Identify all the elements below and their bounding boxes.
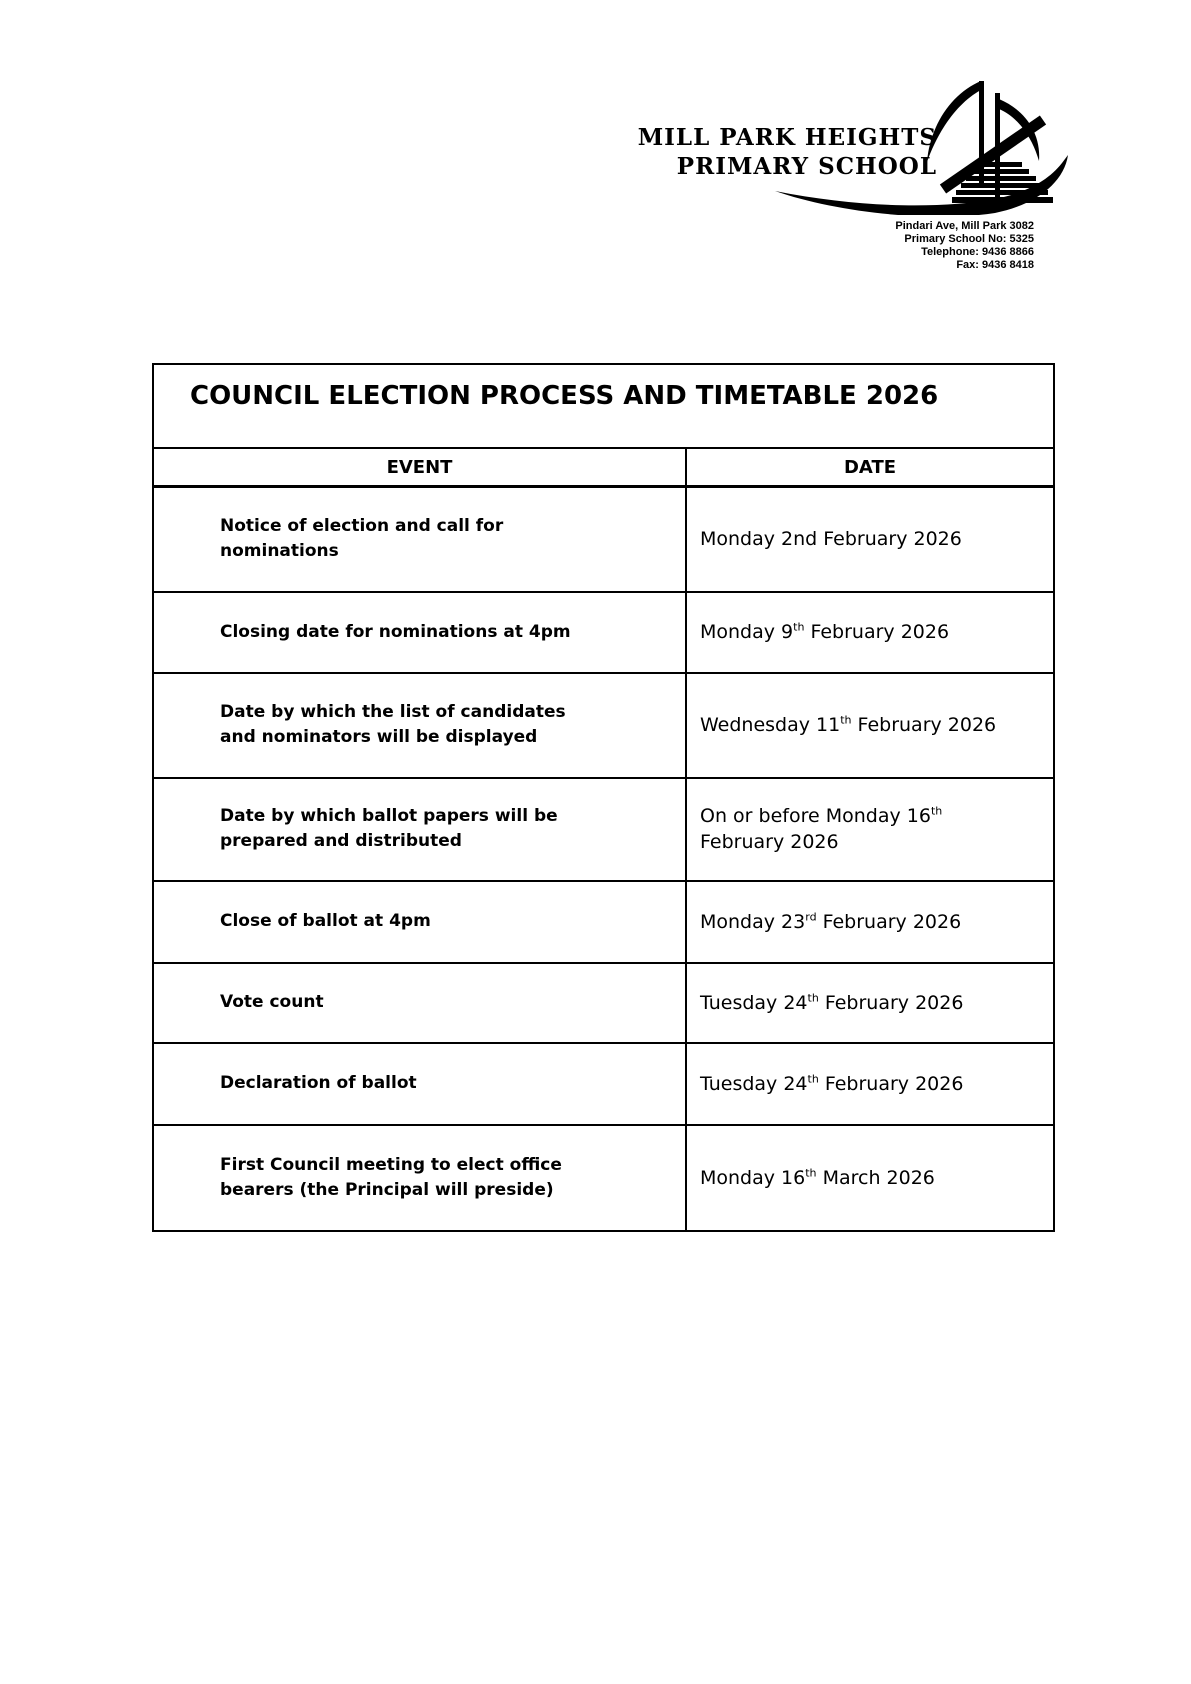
date-cell: On or before Monday 16th February 2026 — [686, 778, 1054, 881]
event-cell: Date by which the list of candidates and nominators will be displayed — [153, 673, 686, 778]
date-cell: Monday 23rd February 2026 — [686, 881, 1054, 963]
school-address-block: Pindari Ave, Mill Park 3082 Primary School No: 5325 Telephone: 9436 8866 Fax: 9436 8418 — [895, 220, 1034, 271]
event-cell: Date by which ballot papers will be prepared and distributed — [153, 778, 686, 881]
date-cell: Tuesday 24th February 2026 — [686, 1043, 1054, 1125]
school-name: MILL PARK HEIGHTS PRIMARY SCHOOL — [637, 124, 937, 180]
table-row — [153, 778, 1054, 881]
table-row — [153, 673, 1054, 778]
table-row — [153, 487, 1054, 592]
event-cell: Declaration of ballot — [153, 1043, 686, 1125]
event-cell: Notice of election and call for nominations — [153, 487, 686, 592]
event-cell: Close of ballot at 4pm — [153, 881, 686, 963]
election-timetable-table — [152, 363, 1055, 1232]
table-row — [153, 1043, 1054, 1125]
table-title: COUNCIL ELECTION PROCESS AND TIMETABLE 2026 — [153, 364, 1054, 448]
column-header-date: DATE — [686, 448, 1054, 487]
date-cell: Monday 2nd February 2026 — [686, 487, 1054, 592]
column-header-event: EVENT — [153, 448, 686, 487]
event-cell: Closing date for nominations at 4pm — [153, 592, 686, 673]
event-cell: Vote count — [153, 963, 686, 1043]
date-cell: Monday 16th March 2026 — [686, 1125, 1054, 1231]
header-row — [153, 448, 1054, 487]
table-row — [153, 963, 1054, 1043]
date-cell: Tuesday 24th February 2026 — [686, 963, 1054, 1043]
date-cell: Monday 9th February 2026 — [686, 592, 1054, 673]
event-cell: First Council meeting to elect office bearers (the Principal will preside) — [153, 1125, 686, 1231]
table-row — [153, 881, 1054, 963]
title-row — [153, 364, 1054, 448]
table-row — [153, 1125, 1054, 1231]
date-cell: Wednesday 11th February 2026 — [686, 673, 1054, 778]
table-row — [153, 592, 1054, 673]
